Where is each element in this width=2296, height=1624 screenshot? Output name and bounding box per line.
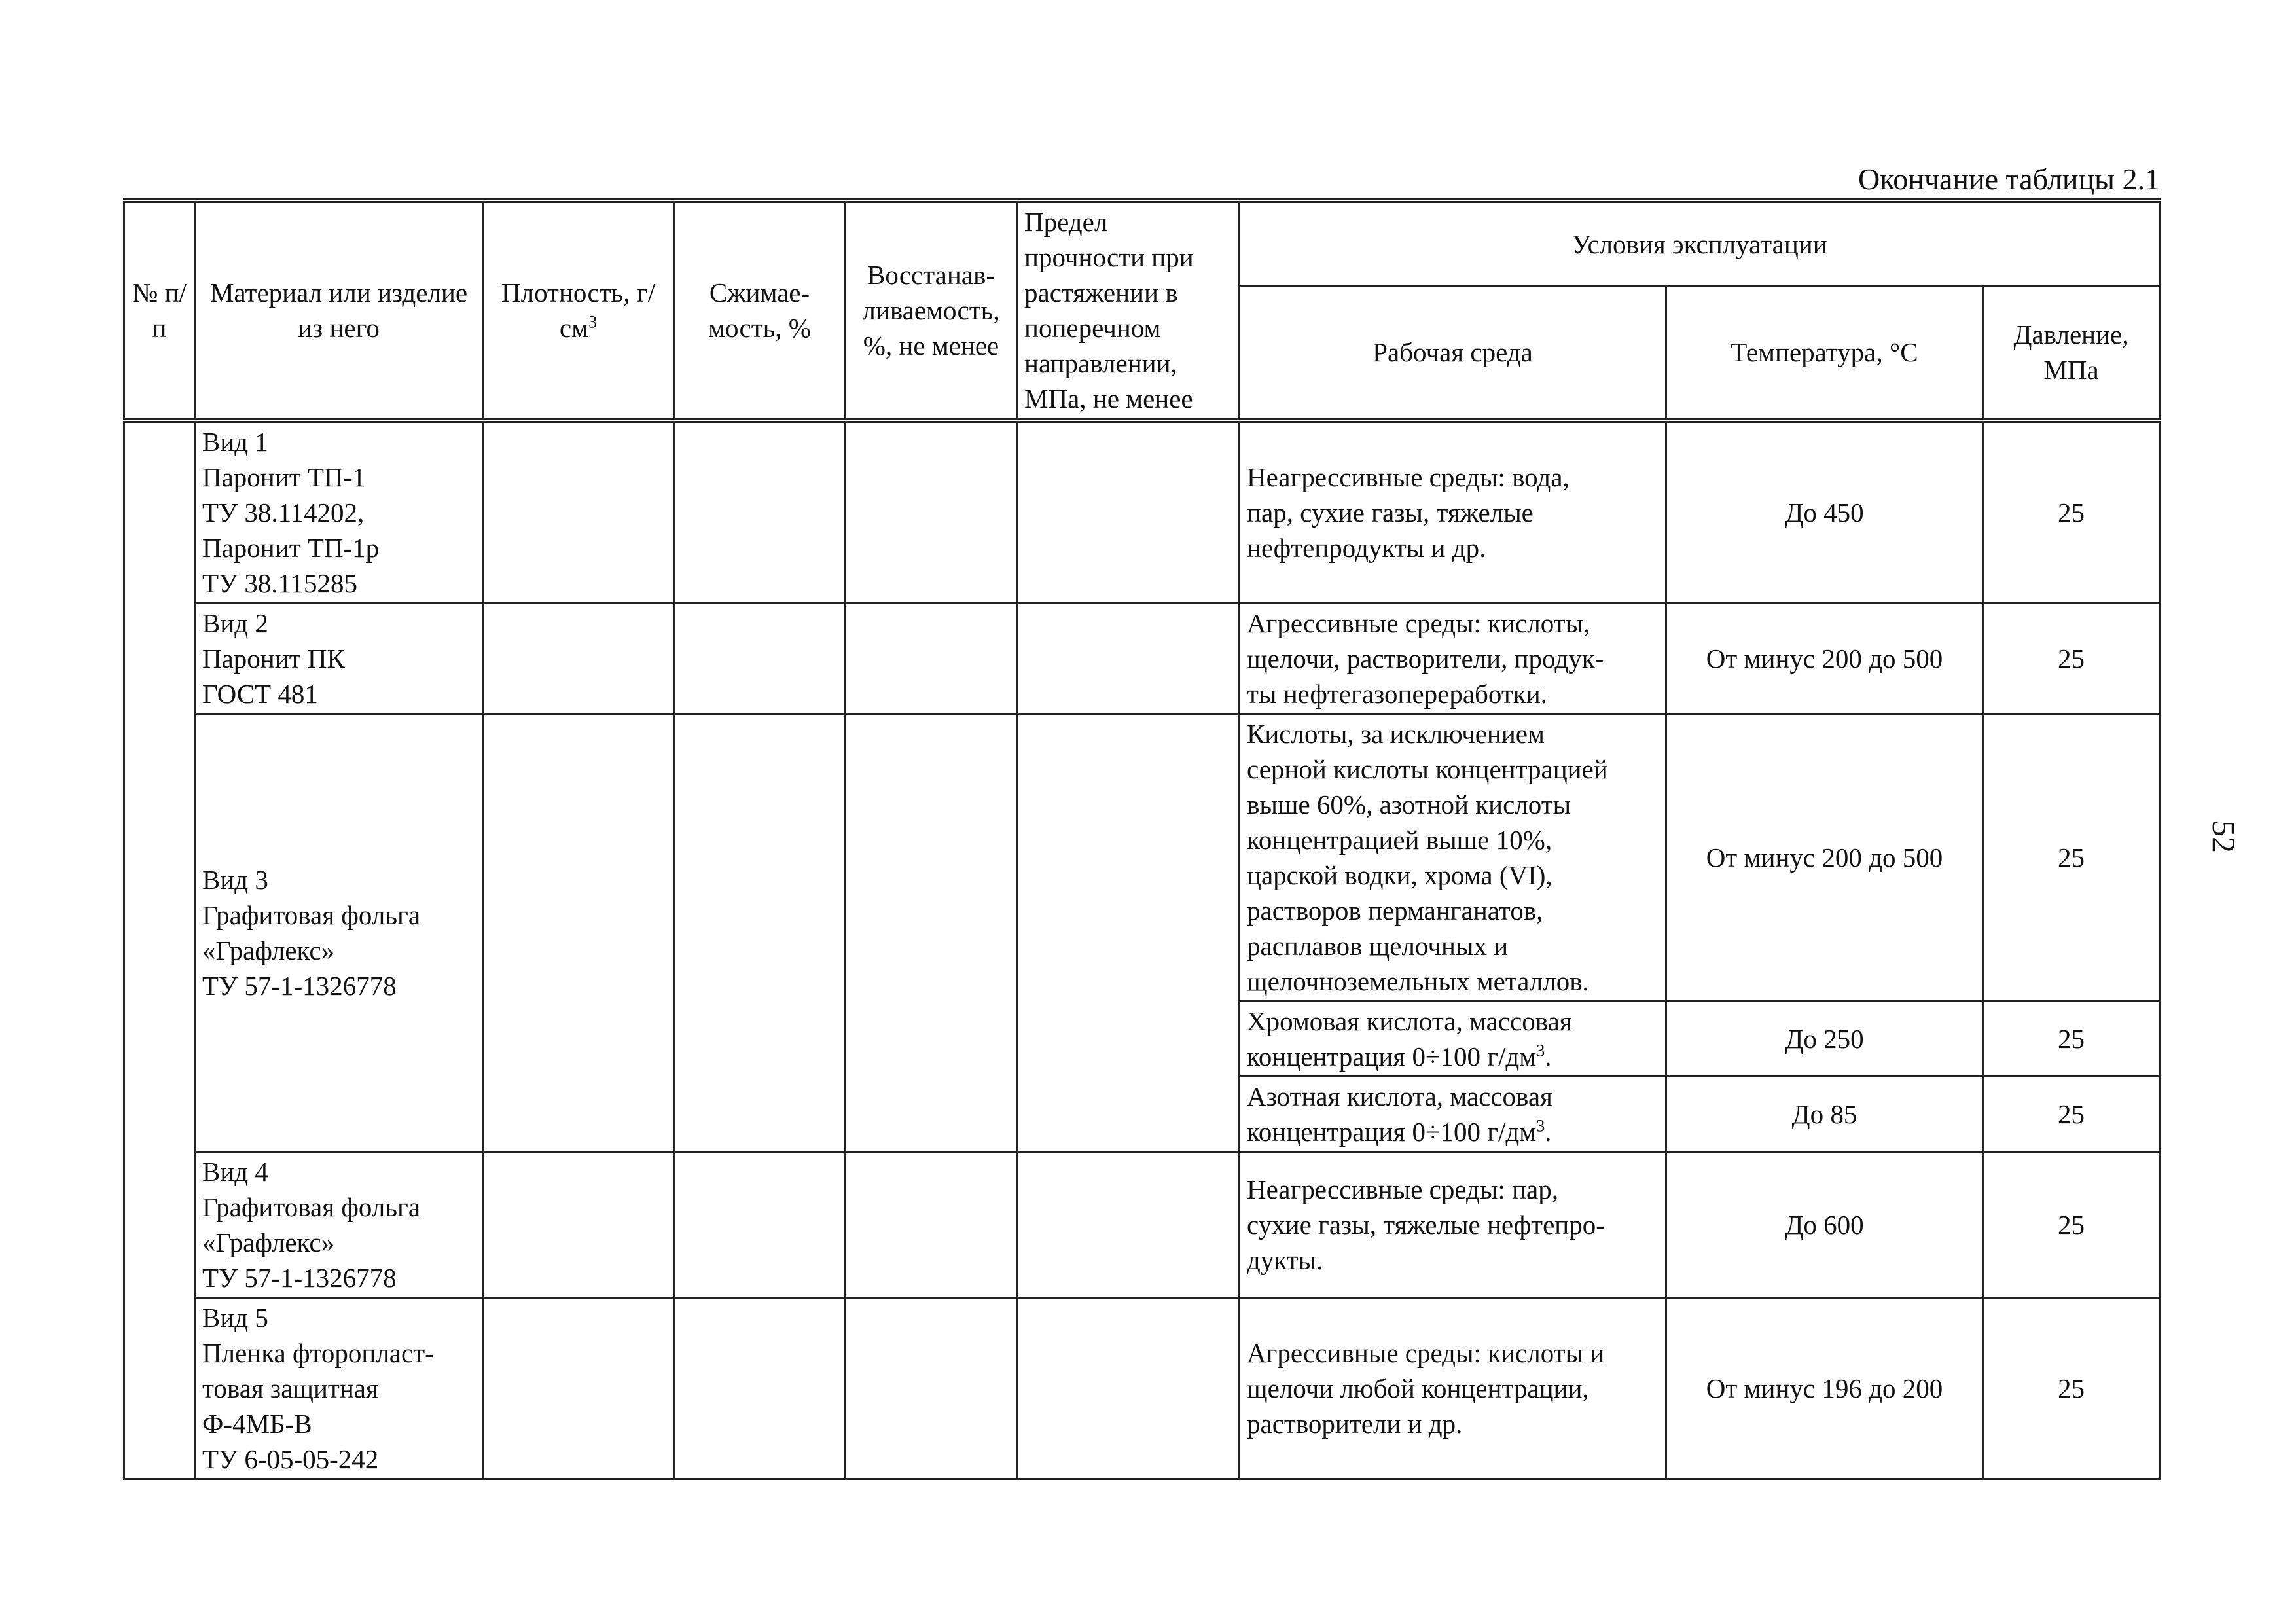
material-line: Пленка фторопласт-: [202, 1338, 434, 1368]
material-line: «Графлекс»: [202, 1227, 335, 1257]
medium-line: щелочноземельных металлов.: [1247, 966, 1589, 996]
medium-line: Хромовая кислота, массовая: [1247, 1006, 1572, 1036]
header-density: [483, 200, 674, 420]
temperature-cell: От минус 200 до 500: [1666, 714, 1983, 1001]
table-header: [124, 200, 2160, 420]
medium-cell: [1240, 1152, 1666, 1298]
strength-cell: [1017, 1298, 1240, 1479]
material-line: Вид 1: [202, 427, 268, 457]
density-cell: [483, 714, 674, 1152]
header-density-label: Плотность, г/см: [501, 278, 655, 343]
header-material: Материал или изделие из него: [195, 200, 483, 420]
table-row: [124, 420, 2160, 604]
medium-line: Кислоты, за исключением: [1247, 719, 1545, 749]
material-cell: [195, 604, 483, 714]
density-cell: [483, 1298, 674, 1479]
medium-cell: [1240, 1001, 1666, 1077]
material-line: ТУ 38.115285: [202, 568, 358, 598]
material-line: Вид 2: [202, 608, 268, 638]
temperature-cell: До 85: [1666, 1077, 1983, 1152]
material-line: Паронит ПК: [202, 643, 345, 674]
medium-line: концентрацией выше 10%,: [1247, 825, 1552, 855]
pressure-cell: 25: [1983, 604, 2160, 714]
medium-text: .: [1545, 1041, 1552, 1072]
density-cell: [483, 420, 674, 604]
strength-cell: [1017, 1152, 1240, 1298]
material-cell: [195, 714, 483, 1152]
medium-cell: [1240, 714, 1666, 1001]
pressure-cell: 25: [1983, 1298, 2160, 1479]
recovery-cell: [846, 420, 1017, 604]
compressibility-cell: [674, 420, 846, 604]
material-cell: [195, 1298, 483, 1479]
pressure-cell: 25: [1983, 714, 2160, 1001]
temperature-cell: До 600: [1666, 1152, 1983, 1298]
medium-line: выше 60%, азотной кислоты: [1247, 789, 1571, 820]
compressibility-cell: [674, 604, 846, 714]
recovery-cell: [846, 1152, 1017, 1298]
medium-cell: [1240, 420, 1666, 604]
material-cell: [195, 420, 483, 604]
table-row: [124, 604, 2160, 714]
table-caption: Окончание таблицы 2.1: [1858, 162, 2160, 196]
medium-line: царской водки, хрома (VI),: [1247, 860, 1552, 890]
material-line: Паронит ТП-1р: [202, 533, 380, 563]
medium-line: щелочи, растворители, продук-: [1247, 643, 1604, 674]
medium-line: сухие газы, тяжелые нефтепро-: [1247, 1210, 1605, 1240]
header-num: № п/п: [124, 200, 195, 420]
material-line: Графитовая фольга: [202, 1192, 421, 1222]
table-row: [124, 714, 2160, 1001]
density-cell: [483, 604, 674, 714]
material-line: Ф-4МБ-В: [202, 1409, 312, 1439]
table-row: [124, 1298, 2160, 1479]
strength-cell: [1017, 420, 1240, 604]
medium-line: серной кислоты концентрацией: [1247, 754, 1608, 784]
num-cell: [124, 420, 195, 1479]
medium-line: пар, сухие газы, тяжелые: [1247, 497, 1534, 528]
material-line: товая защитная: [202, 1373, 378, 1403]
header-conditions: Условия эксплуатации: [1240, 200, 2160, 286]
medium-line: растворов перманганатов,: [1247, 895, 1543, 926]
medium-line: Агрессивные среды: кислоты и: [1247, 1338, 1605, 1368]
material-line: «Графлекс»: [202, 935, 335, 965]
material-line: Графитовая фольга: [202, 900, 421, 930]
recovery-cell: [846, 714, 1017, 1152]
header-strength: Предел прочности при растяжении в поперечном направлении, МПа, не менее: [1017, 200, 1240, 420]
medium-text: концентрация 0÷100 г/дм: [1247, 1117, 1537, 1147]
table-row: [124, 1152, 2160, 1298]
material-cell: [195, 1152, 483, 1298]
medium-cell: [1240, 1077, 1666, 1152]
medium-line: ты нефтегазопереработки.: [1247, 679, 1547, 709]
medium-line: Неагрессивные среды: пар,: [1247, 1174, 1558, 1204]
material-line: ТУ 38.114202,: [202, 497, 365, 528]
table-body: [124, 420, 2160, 1479]
temperature-cell: От минус 200 до 500: [1666, 604, 1983, 714]
medium-line: щелочи любой концентрации,: [1247, 1373, 1589, 1403]
medium-line: Азотная кислота, массовая: [1247, 1081, 1552, 1111]
compressibility-cell: [674, 1298, 846, 1479]
recovery-cell: [846, 604, 1017, 714]
header-pressure: Давление, МПа: [1983, 286, 2160, 420]
material-line: ТУ 57-1-1326778: [202, 971, 397, 1001]
material-line: ТУ 6-05-05-242: [202, 1444, 379, 1474]
medium-sup: 3: [1536, 1116, 1545, 1136]
medium-cell: [1240, 1298, 1666, 1479]
temperature-cell: До 250: [1666, 1001, 1983, 1077]
medium-line: нефтепродукты и др.: [1247, 533, 1486, 563]
header-temperature: Температура, °С: [1666, 286, 1983, 420]
medium-sup: 3: [1536, 1041, 1545, 1060]
compressibility-cell: [674, 1152, 846, 1298]
medium-line: расплавов щелочных и: [1247, 931, 1509, 961]
medium-text: .: [1545, 1117, 1552, 1147]
header-recovery: Восстанав-ливаемость, %, не менее: [846, 200, 1017, 420]
pressure-cell: 25: [1983, 1077, 2160, 1152]
page-number: 52: [2206, 820, 2242, 853]
header-medium: Рабочая среда: [1240, 286, 1666, 420]
medium-line: Агрессивные среды: кислоты,: [1247, 608, 1590, 638]
medium-line: [1247, 1039, 1659, 1074]
medium-text: концентрация 0÷100 г/дм: [1247, 1041, 1537, 1072]
material-line: Вид 4: [202, 1157, 268, 1187]
medium-cell: [1240, 604, 1666, 714]
strength-cell: [1017, 714, 1240, 1152]
material-line: ГОСТ 481: [202, 679, 318, 709]
pressure-cell: 25: [1983, 1001, 2160, 1077]
medium-line: растворители и др.: [1247, 1409, 1463, 1439]
temperature-cell: От минус 196 до 200: [1666, 1298, 1983, 1479]
temperature-cell: До 450: [1666, 420, 1983, 604]
material-line: Вид 5: [202, 1303, 268, 1333]
header-compressibility: Сжимае-мость, %: [674, 200, 846, 420]
material-line: ТУ 57-1-1326778: [202, 1263, 397, 1293]
medium-line: [1247, 1114, 1659, 1149]
materials-table: [123, 198, 2161, 1480]
compressibility-cell: [674, 714, 846, 1152]
material-line: Вид 3: [202, 865, 268, 895]
header-density-sup: 3: [588, 312, 598, 332]
pressure-cell: 25: [1983, 1152, 2160, 1298]
strength-cell: [1017, 604, 1240, 714]
medium-line: дукты.: [1247, 1245, 1323, 1275]
medium-line: Неагрессивные среды: вода,: [1247, 462, 1570, 492]
pressure-cell: 25: [1983, 420, 2160, 604]
density-cell: [483, 1152, 674, 1298]
material-line: Паронит ТП-1: [202, 462, 366, 492]
recovery-cell: [846, 1298, 1017, 1479]
